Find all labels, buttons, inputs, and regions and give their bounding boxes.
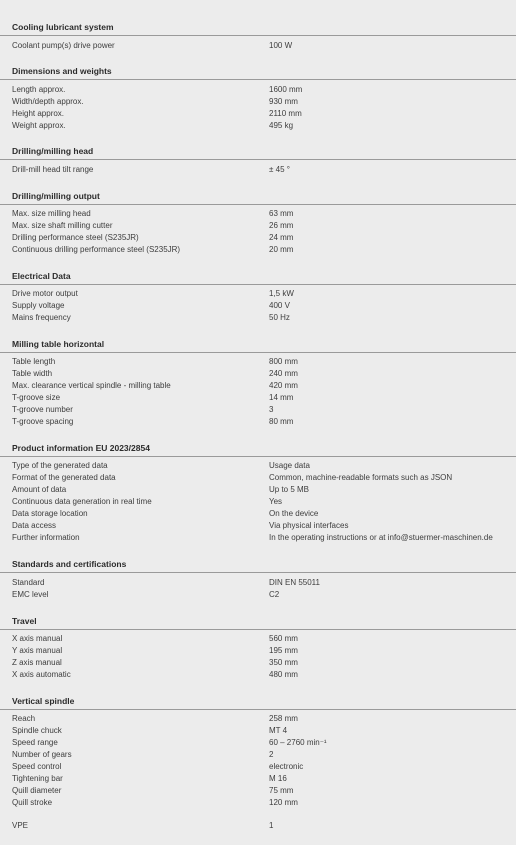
section-divider [0,456,516,457]
spec-row [0,300,516,312]
spec-label: Continuous drilling performance steel (S235JR) [12,245,181,254]
section-title-standards-and-certifications: Standards and certifications [12,559,127,569]
spec-value: Via physical interfaces [269,521,349,530]
spec-label: Data access [12,521,57,530]
spec-value: In the operating instructions or at info@stuermer-maschinen.de [269,533,493,542]
spec-value: 495 kg [269,121,294,130]
spec-row [0,460,516,472]
spec-label: X axis manual [12,634,63,643]
section-title-cooling-lubricant-system: Cooling lubricant system [12,22,114,32]
section-title-travel: Travel [12,616,37,626]
spec-value: 80 mm [269,417,294,426]
section-divider [0,352,516,353]
spec-row [0,520,516,532]
spec-label: T-groove spacing [12,417,74,426]
spec-label: Drilling performance steel (S235JR) [12,233,139,242]
spec-value: 120 mm [269,798,298,807]
spec-label: Width/depth approx. [12,97,84,106]
section-title-product-information-eu-2023-2854: Product information EU 2023/2854 [12,443,150,453]
spec-value: M 16 [269,774,287,783]
spec-row [0,725,516,737]
spec-value: Up to 5 MB [269,485,310,494]
spec-label: Length approx. [12,85,66,94]
spec-row [0,356,516,368]
spec-value: 400 V [269,301,290,310]
spec-label: Tightening bar [12,774,63,783]
spec-row [0,164,516,176]
spec-row [0,645,516,657]
spec-value: Yes [269,497,283,506]
section-title-drilling-milling-head: Drilling/milling head [12,146,94,156]
spec-row [0,404,516,416]
spec-row [0,472,516,484]
spec-value: 100 W [269,41,293,50]
spec-label: Table width [12,369,53,378]
spec-row [0,368,516,380]
spec-label: Max. clearance vertical spindle - milling table [12,381,171,390]
spec-value: 1,5 kW [269,289,294,298]
spec-value: 930 mm [269,97,298,106]
spec-value: 1600 mm [269,85,303,94]
spec-row [0,657,516,669]
spec-label: Weight approx. [12,121,66,130]
spec-label: Supply voltage [12,301,65,310]
spec-row [0,589,516,601]
spec-label: Spindle chuck [12,726,62,735]
spec-value: electronic [269,762,304,771]
section-divider [0,284,516,285]
spec-row [0,713,516,725]
spec-label: Continuous data generation in real time [12,497,152,506]
spec-label: Type of the generated data [12,461,108,470]
spec-value: 50 Hz [269,313,290,322]
spec-row [0,761,516,773]
section-title-vertical-spindle: Vertical spindle [12,696,75,706]
spec-row [0,773,516,785]
spec-row [0,797,516,809]
spec-value: 3 [269,405,274,414]
spec-value: 75 mm [269,786,294,795]
spec-value: C2 [269,590,280,599]
spec-label: T-groove number [12,405,73,414]
spec-label: Mains frequency [12,313,71,322]
spec-value: 20 mm [269,245,294,254]
spec-row [0,220,516,232]
spec-row [0,577,516,589]
spec-label: T-groove size [12,393,61,402]
section-title-milling-table-horizontal: Milling table horizontal [12,339,105,349]
spec-row [0,633,516,645]
spec-row [0,208,516,220]
spec-row [0,96,516,108]
spec-label: Max. size shaft milling cutter [12,221,113,230]
section-title-dimensions-and-weights: Dimensions and weights [12,66,112,76]
spec-value: 2110 mm [269,109,302,118]
spec-value: 2 [269,750,274,759]
spec-row [0,244,516,256]
footer-row-vpe [0,820,516,832]
spec-label: Quill stroke [12,798,53,807]
section-divider [0,629,516,630]
spec-row [0,737,516,749]
section-divider [0,709,516,710]
spec-label: Max. size milling head [12,209,91,218]
spec-row [0,532,516,544]
spec-value: DIN EN 55011 [269,578,320,587]
spec-label: Reach [12,714,36,723]
section-title-electrical-data: Electrical Data [12,271,71,281]
section-divider [0,159,516,160]
spec-label: Quill diameter [12,786,62,795]
section-divider [0,35,516,36]
spec-label: Z axis manual [12,658,62,667]
spec-label: Drive motor output [12,289,78,298]
spec-label: EMC level [12,590,49,599]
spec-value: 26 mm [269,221,294,230]
spec-label: Further information [12,533,80,542]
spec-label: Drill-mill head tilt range [12,165,94,174]
spec-row [0,416,516,428]
section-divider [0,79,516,80]
spec-row [0,84,516,96]
spec-row [0,312,516,324]
spec-label: Number of gears [12,750,72,759]
spec-label: Y axis manual [12,646,63,655]
spec-value: 800 mm [269,357,298,366]
spec-row [0,380,516,392]
spec-value: 195 mm [269,646,298,655]
spec-value: 350 mm [269,658,298,667]
spec-value: 24 mm [269,233,294,242]
spec-row [0,496,516,508]
section-title-drilling-milling-output: Drilling/milling output [12,191,100,201]
spec-label: Amount of data [12,485,67,494]
section-divider [0,204,516,205]
spec-label: Coolant pump(s) drive power [12,41,115,50]
spec-row [0,108,516,120]
spec-label: Table length [12,357,56,366]
footer-label: VPE [12,821,29,830]
spec-row [0,120,516,132]
spec-value: On the device [269,509,319,518]
spec-row [0,508,516,520]
spec-value: 63 mm [269,209,294,218]
spec-value: Usage data [269,461,310,470]
section-divider [0,572,516,573]
spec-value: 258 mm [269,714,298,723]
spec-value: MT 4 [269,726,288,735]
spec-label: Data storage location [12,509,88,518]
spec-value: Common, machine-readable formats such as JSON [269,473,453,482]
spec-value: 14 mm [269,393,294,402]
spec-label: Speed range [12,738,58,747]
spec-label: Speed control [12,762,62,771]
spec-row [0,232,516,244]
spec-value: 480 mm [269,670,298,679]
spec-value: 420 mm [269,381,298,390]
spec-row [0,288,516,300]
spec-value: 60 – 2760 min⁻¹ [269,738,327,747]
spec-row [0,749,516,761]
spec-label: Height approx. [12,109,65,118]
spec-label: Standard [12,578,45,587]
spec-row [0,785,516,797]
spec-row [0,669,516,681]
spec-value: 560 mm [269,634,298,643]
spec-row [0,40,516,52]
spec-value: ± 45 ° [269,165,290,174]
spec-label: Format of the generated data [12,473,116,482]
spec-value: 240 mm [269,369,298,378]
spec-label: X axis automatic [12,670,71,679]
spec-row [0,392,516,404]
footer-value: 1 [269,821,274,830]
spec-row [0,484,516,496]
